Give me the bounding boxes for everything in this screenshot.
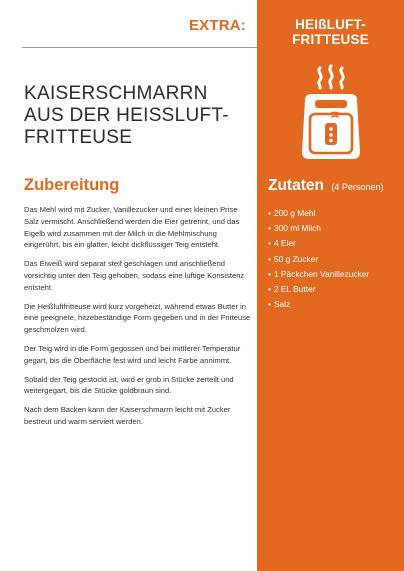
list-item bbox=[268, 206, 369, 221]
ingredient-label: 4 Eier bbox=[273, 238, 296, 249]
step-paragraph: Das Mehl wird mit Zucker, Vanillezucker und einer kleinen Prise Salz vermischt. Anschließend werden die Eier getrennt, und das Eigelb wird zusammen mit der Milch in die Mehlmischung eingerührt, bis ein glatter, leicht dickflüssiger Teig entsteht. bbox=[24, 205, 240, 250]
list-item bbox=[268, 267, 369, 282]
ingredients-heading bbox=[268, 177, 383, 195]
list-item bbox=[268, 236, 369, 251]
step-paragraph: Das Eiweiß wird separat steif geschlagen und anschließend vorsichtig unter den Teig gehoben, sodass eine luftige Konsistenz entsteht. bbox=[24, 259, 245, 292]
preparation-heading: Zubereitung bbox=[24, 176, 120, 194]
ingredients-title: Zutaten bbox=[268, 177, 324, 194]
bullet: • bbox=[268, 223, 271, 234]
ingredient-label: 2 EL Butter bbox=[273, 284, 316, 295]
ingredient-label: Salz bbox=[273, 299, 291, 310]
bullet: • bbox=[268, 253, 271, 264]
preparation-steps bbox=[24, 204, 254, 435]
list-item bbox=[268, 252, 369, 267]
category-label: HEIßLUFT-FRITTEUSE bbox=[292, 17, 369, 47]
air-fryer-icon bbox=[296, 64, 366, 164]
bullet: • bbox=[268, 208, 271, 218]
ingredients-list bbox=[268, 206, 369, 312]
servings-label: (4 Personen) bbox=[331, 182, 384, 192]
bullet: • bbox=[268, 299, 271, 310]
list-item bbox=[268, 221, 369, 236]
recipe-title: KAISERSCHMARRN AUS DER HEISSLUFT- FRITTEUSE bbox=[24, 83, 229, 148]
step-paragraph: Die Heißluftfritteuse wird kurz vorgeheizt, während etwas Butter in eine geeignete, hitzebeständige Form gegeben und in der Fritteuse geschmolzen wird. bbox=[24, 301, 251, 335]
header-divider bbox=[22, 47, 257, 48]
bullet: • bbox=[268, 238, 271, 249]
ingredient-label: 200 g Mehl bbox=[273, 208, 316, 218]
extra-label: EXTRA: bbox=[188, 17, 246, 34]
ingredient-label: 50 g Zucker bbox=[273, 253, 319, 264]
bullet: • bbox=[268, 268, 271, 279]
ingredient-label: 300 ml Milch bbox=[273, 223, 321, 234]
bullet: • bbox=[268, 284, 271, 295]
list-item bbox=[268, 282, 369, 297]
list-item bbox=[268, 297, 369, 312]
ingredient-label: 1 Päckchen Vanillezucker bbox=[273, 268, 370, 279]
step-paragraph: Sobald der Teig gestockt ist, wird er grob in Stücke zerteilt und weitergegart, bis die Stücke goldbraun sind. bbox=[24, 374, 234, 396]
step-paragraph: Nach dem Backen kann der Kaiserschmarrn leicht mit Zucker bestreut und warm serviert werden. bbox=[24, 405, 231, 426]
step-paragraph: Der Teig wird in die Form gegossen und bei mittlerer Temperatur gegart, bis die Oberfläche fest wird und leicht Farbe annimmt. bbox=[24, 343, 241, 365]
